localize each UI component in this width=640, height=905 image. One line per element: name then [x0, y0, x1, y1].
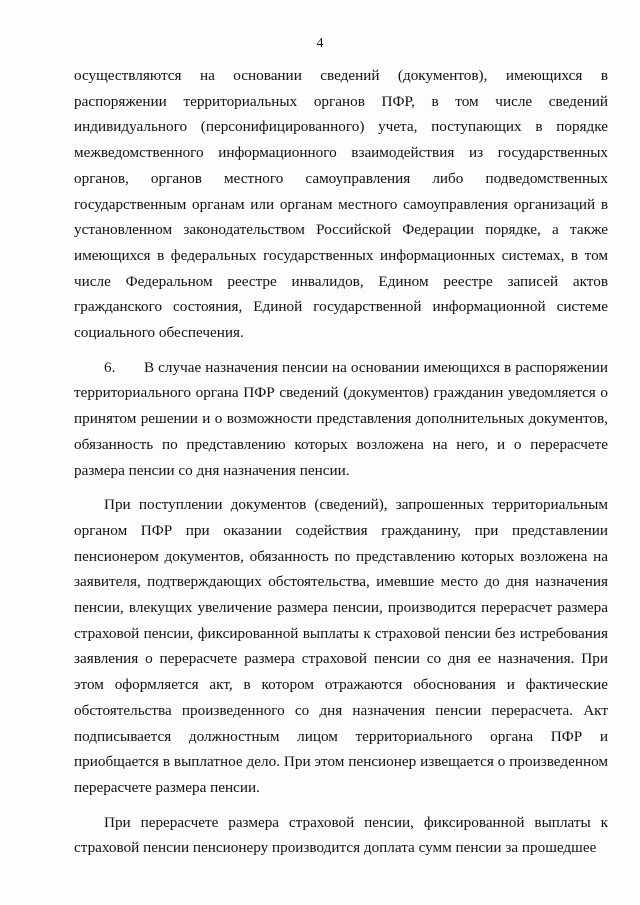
- document-body: [74, 63, 608, 861]
- item-6-text: В случае назначения пенсии на основании имеющихся в распоряжении территориального органа ПФР сведений (документов) гражданин уведомляется о принятом решении и о возможности представления дополнительных документов, обязанность по представлению которых возложена на него, и о перерасчете размера пенсии со дня назначения пенсии.: [74, 358, 608, 479]
- item-number: 6.: [104, 358, 116, 376]
- paragraph-continuation: осуществляются на основании сведений (документов), имеющихся в распоряжении территориальных органов ПФР, в том числе сведений индивидуального (персонифицированного) учета, поступающих в порядке межведомственного информационного взаимодействия из государственных органов, органов местного самоуправления либо подведомственных государственным органам или органам местного самоуправления организаций в установленном законодательством Российской Федерации порядке, а также имеющихся в федеральных государственных информационных системах, в том числе Федеральном реестре инвалидов, Едином реестре записей актов гражданского состояния, Единой государственной информационной системе социального обеспечения.: [74, 67, 608, 342]
- paragraph-additional-payment: При перерасчете размера страховой пенсии, фиксированной выплаты к страховой пенсии пенсионеру производится доплата сумм пенсии за прошедшее: [74, 813, 608, 857]
- paragraph-recalculation: При поступлении документов (сведений), запрошенных территориальным органом ПФР при оказании содействия гражданину, при представлении пенсионером документов, обязанность по представлению которых возложена на заявителя, подтверждающих обстоятельства, имевшие место до дня назначения пенсии, влекущих увеличение размера пенсии, производится перерасчет размера страховой пенсии, фиксированной выплаты к страховой пенсии без истребования заявления о перерасчете размера страховой пенсии со дня ее назначения. При этом оформляется акт, в котором отражаются обоснования и фактические обстоятельства произведенного со дня назначения пенсии перерасчета. Акт подписывается должностным лицом территориального органа ПФР и приобщается в выплатное дело. При этом пенсионер извещается о произведенном перерасчете размера пенсии.: [74, 496, 608, 796]
- paragraph-item-6: [74, 355, 608, 484]
- page-number: 4: [316, 36, 324, 51]
